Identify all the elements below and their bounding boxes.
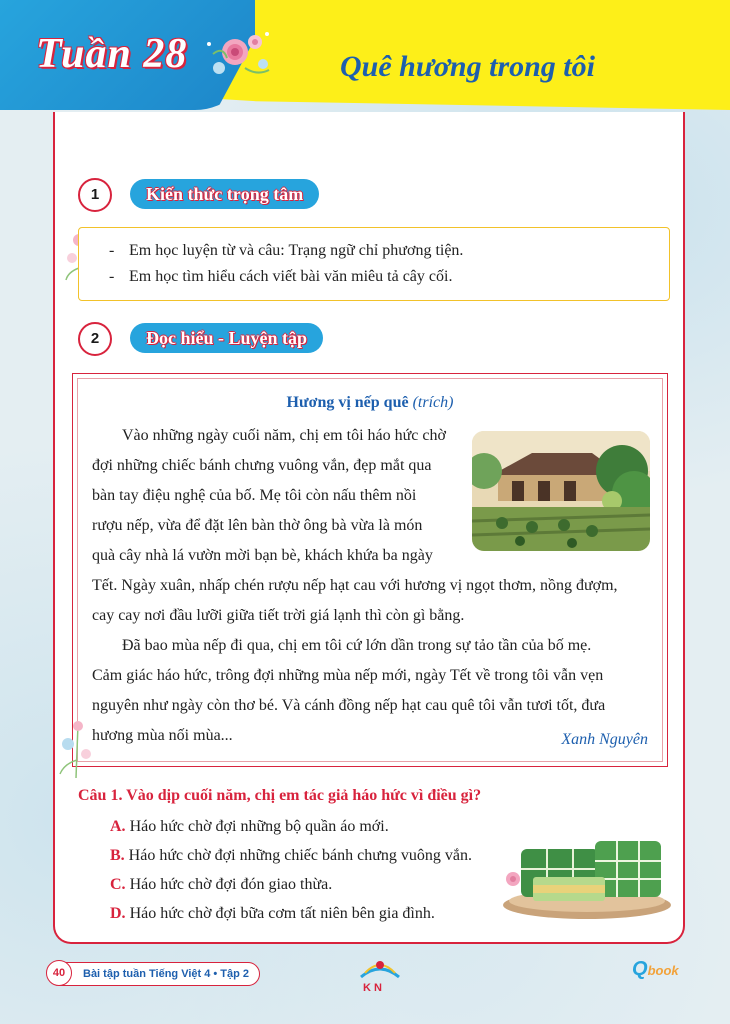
publisher-logo-icon [355, 955, 405, 995]
flower-decoration-icon [205, 24, 275, 84]
reading-paragraph-1: Vào những ngày cuối năm, chị em tôi háo hức chờ đợi những chiếc bánh chưng vuông vắn, đẹp mắt qua bàn tay điệu nghệ của bố. Mẹ tôi còn nấu thêm nồi rượu nếp, vừa để đặt lên bàn thờ ông bà vừa là món quà cây nhà lá vườn mời bạn bè, khách khứa ba ngày [92, 427, 446, 564]
reading-author: Xanh Nguyên [561, 731, 648, 748]
reading-paragraph-1-cont: Tết. Ngày xuân, nhấp chén rượu nếp hạt cau với hương vị ngọt thơm, nồng đượm, cay cay nơi đầu lưỡi giữa tiết trời giá lạnh thì còn gì bằng. [92, 577, 618, 624]
book-title: Bài tập tuần Tiếng Việt 4 • Tập 2 [50, 962, 260, 986]
answer-option-c[interactable]: C. Háo hức chờ đợi đón giao thừa. [110, 876, 333, 893]
brand-logo: Qbook [632, 958, 679, 980]
answer-option-d[interactable]: D. Háo hức chờ đợi bữa cơm tất niên bên gia đình. [110, 905, 435, 922]
section-number: 2 [78, 322, 112, 356]
reading-paragraph-2: Đã bao mùa nếp đi qua, chị em tôi cứ lớn dần trong sự tảo tần của bố mẹ. Cảm giác háo hức, trông đợi những mùa nếp mới, ngày Tết về trong tôi vẫn vẹn nguyên như ngày còn thơ bé. Và cánh đồng nếp hạt cau quê tôi vẫn tươi tốt, đưa hương mùa nối mùa... [92, 637, 606, 744]
banh-chung-illustration [497, 835, 672, 920]
knowledge-item: - Em học tìm hiểu cách viết bài văn miêu tả cây cối. [109, 268, 453, 285]
week-title: Tuần 28 [36, 31, 188, 77]
section-number: 1 [78, 178, 112, 212]
knowledge-item: - Em học luyện từ và câu: Trạng ngữ chỉ phương tiện. [109, 242, 464, 259]
page-number: 40 [46, 960, 72, 986]
section-title: Đọc hiểu - Luyện tập [130, 323, 323, 353]
answer-option-b[interactable]: B. Háo hức chờ đợi những chiếc bánh chưng vuông vắn. [110, 847, 472, 864]
answer-option-a[interactable]: A. Háo hức chờ đợi những bộ quần áo mới. [110, 818, 389, 835]
side-flower-icon [56, 716, 96, 778]
village-house-illustration [472, 431, 650, 551]
section-title: Kiến thức trọng tâm [130, 179, 319, 209]
knowledge-box [78, 227, 670, 301]
question-title: Câu 1. Vào dịp cuối năm, chị em tác giả háo hức vì điều gì? [78, 787, 482, 804]
theme-title: Quê hương trong tôi [340, 50, 595, 83]
reading-title: Hương vị nếp quê (trích) [286, 394, 454, 411]
svg-text:K N: K N [363, 982, 382, 994]
